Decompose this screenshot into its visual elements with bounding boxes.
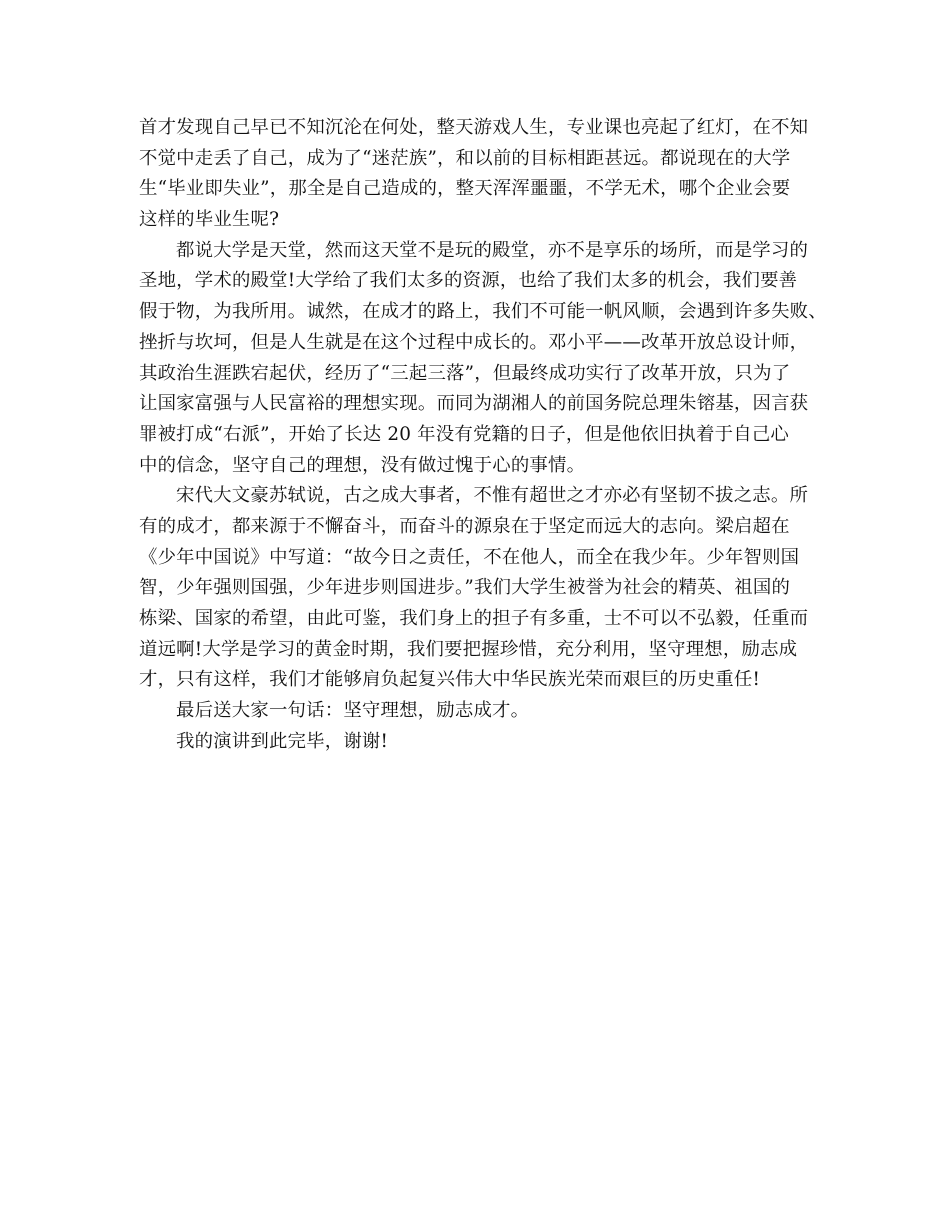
text-line: 不觉中走丢了自己，成为了“迷茫族”，和以前的目标相距甚远。都说现在的大学 bbox=[139, 147, 791, 169]
text-line: 首才发现自己早已不知沉沦在何处，整天游戏人生，专业课也亮起了红灯，在不知 bbox=[139, 117, 809, 138]
paragraph-p4 bbox=[139, 696, 819, 727]
text-line: 有的成才，都来源于不懈奋斗，而奋斗的源泉在于坚定而远大的志向。梁启超在 bbox=[139, 515, 790, 537]
text-line: 宋代大文豪苏轼说，古之成大事者，不惟有超世之才亦必有坚韧不拔之志。所 bbox=[176, 485, 809, 507]
document-body bbox=[139, 113, 827, 757]
text-line: 栋梁、国家的希望，由此可鉴，我们身上的担子有多重，士不可以不弘毅，任重而 bbox=[139, 608, 809, 629]
text-line: 智，少年强则国强，少年进步则国进步。”我们大学生被誉为社会的精英、祖国的 bbox=[139, 577, 791, 599]
paragraph-p5 bbox=[139, 727, 819, 758]
text-line: 这样的毕业生呢? bbox=[139, 209, 280, 231]
paragraph-p2 bbox=[139, 236, 827, 482]
text-line: 《少年中国说》中写道：“故今日之责任，不在他人，而全在我少年。少年智则国 bbox=[139, 546, 800, 568]
paragraph-p1 bbox=[139, 113, 819, 236]
text-line: 其政治生涯跌宕起伏，经历了“三起三落”，但最终成功实行了改革开放，只为了 bbox=[139, 362, 791, 384]
text-line: 最后送大家一句话：坚守理想，励志成才。 bbox=[176, 700, 530, 722]
text-line: 生“毕业即失业”，那全是自己造成的，整天浑浑噩噩，不学无术，哪个企业会要 bbox=[139, 178, 791, 200]
text-line: 我的演讲到此完毕，谢谢! bbox=[176, 730, 389, 752]
text-line: 挫折与坎坷，但是人生就是在这个过程中成长的。邓小平——改革开放总设计师， bbox=[139, 331, 809, 353]
text-line: 道远啊!大学是学习的黄金时期，我们要把握珍惜，充分利用，坚守理想，励志成 bbox=[139, 638, 798, 660]
text-line: 中的信念，坚守自己的理想，没有做过愧于心的事情。 bbox=[139, 454, 586, 476]
text-line: 都说大学是天堂，然而这天堂不是玩的殿堂，亦不是享乐的场所，而是学习的 bbox=[176, 239, 809, 261]
text-line: 假于物，为我所用。诚然，在成才的路上，我们不可能一帆风顺，会遇到许多失败、 bbox=[139, 301, 827, 323]
text-line: 让国家富强与人民富裕的理想实现。而同为湖湘人的前国务院总理朱镕基，因言获 bbox=[139, 393, 809, 415]
text-line: 罪被打成“右派”，开始了长达 20 年没有党籍的日子，但是他依旧执着于自己心 bbox=[139, 423, 789, 445]
text-line: 圣地，学术的殿堂!大学给了我们太多的资源，也给了我们太多的机会，我们要善 bbox=[139, 270, 798, 292]
paragraph-p3 bbox=[139, 481, 819, 696]
text-line: 才，只有这样，我们才能够肩负起复兴伟大中华民族光荣而艰巨的历史重任! bbox=[139, 669, 761, 691]
